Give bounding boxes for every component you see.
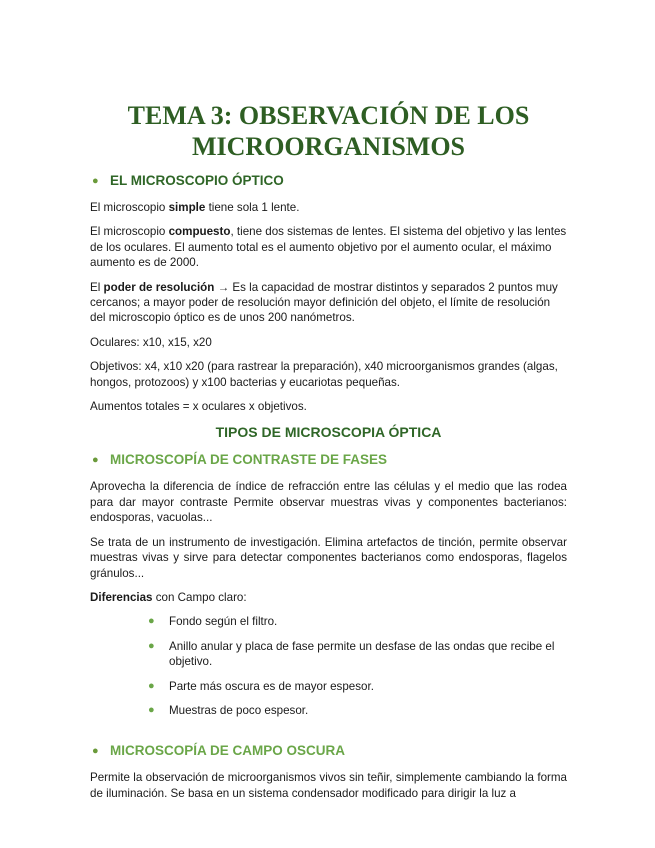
text: , tiene dos sistemas de lentes. El sistema del objetivo y las lentes de los oculares. El aumento total es el aumento objetivo por el aumento ocular, el máximo aumento es de 2000.	[90, 225, 567, 270]
bold-text: poder de resolución	[103, 280, 215, 294]
paragraph: Objetivos: x4, x10 x20 (para rastrear la preparación), x40 microorganismos grandes (algas, hongos, protozoos) y x100 bacterias y eucariotas pequeñas.	[90, 360, 558, 389]
list-item-text: Fondo según el filtro.	[169, 615, 278, 629]
list-item	[148, 614, 567, 629]
bullet-icon: ●	[92, 175, 99, 187]
paragraph: Aprovecha la diferencia de índice de refracción entre las células y el medio que las rodea para dar mayor contraste Permite observar muestras vivas y componentes bacterianos: endosporas, vacuolas...	[90, 480, 567, 525]
bold-text: simple	[168, 201, 206, 214]
text: El	[90, 280, 104, 294]
title-line-1: TEMA 3: OBSERVACIÓN DE LOS	[127, 101, 530, 130]
section-heading-text: MICROSCOPÍA DE CONTRASTE DE FASES	[110, 452, 388, 468]
document-title	[90, 100, 567, 162]
list-item	[148, 639, 567, 670]
paragraph: Permite la observación de microorganismos vivos sin teñir, simplemente cambiando la forma de iluminación. Se basa en un sistema condensador modificado para dirigir la luz a	[90, 771, 567, 800]
paragraph: Oculares: x10, x15, x20	[90, 335, 212, 349]
paragraph	[90, 224, 567, 270]
text: El microscopio	[90, 225, 169, 239]
list-item-text: Parte más oscura es de mayor espesor.	[169, 679, 374, 693]
bold-text: Diferencias	[90, 590, 153, 604]
bullet-icon: ●	[148, 679, 155, 692]
bullet-icon: ●	[92, 745, 99, 758]
paragraph	[90, 200, 567, 215]
bullet-icon: ●	[92, 454, 99, 467]
paragraph	[90, 590, 567, 605]
text: → Es la capacidad de mostrar distintos y separados 2 puntos muy cercanos; a mayor poder de resolución mayor definición del objeto, el límite de resolución del microscopio óptico es de unos 200 nanómetros.	[90, 280, 558, 325]
list-item-text: Muestras de poco espesor.	[169, 703, 309, 717]
text: con Campo claro:	[152, 590, 247, 604]
bullet-icon: ●	[148, 639, 155, 652]
section-heading-microscopio-optico	[90, 172, 567, 190]
subheading-tipos-microscopia: TIPOS DE MICROSCOPIA ÓPTICA	[215, 424, 442, 441]
list-item-text: Anillo anular y placa de fase permite un desfase de las ondas que recibe el objetivo.	[169, 639, 555, 669]
text: El microscopio	[90, 201, 169, 214]
bullet-icon: ●	[148, 703, 155, 716]
differences-list	[90, 614, 567, 718]
paragraph: Aumentos totales = x oculares x objetivos.	[90, 400, 307, 414]
title-line-2: MICROORGANISMOS	[191, 132, 465, 161]
paragraph: Se trata de un instrumento de investigación. Elimina artefactos de tinción, permite observar muestras vivas y sirve para detectar componentes bacterianos como endosporas, flagelos gránulos...	[90, 535, 567, 580]
list-item	[148, 703, 567, 718]
section-heading-text: EL MICROSCOPIO ÓPTICO	[110, 173, 284, 188]
list-item	[148, 679, 567, 694]
paragraph	[90, 280, 567, 326]
section-heading-contraste-fases	[90, 451, 567, 469]
section-heading-campo-oscuro	[90, 742, 567, 760]
text: tiene sola 1 lente.	[205, 201, 300, 214]
bullet-icon: ●	[148, 615, 155, 628]
section-heading-text: MICROSCOPÍA DE CAMPO OSCURA	[110, 743, 346, 759]
bold-text: compuesto	[168, 225, 231, 239]
